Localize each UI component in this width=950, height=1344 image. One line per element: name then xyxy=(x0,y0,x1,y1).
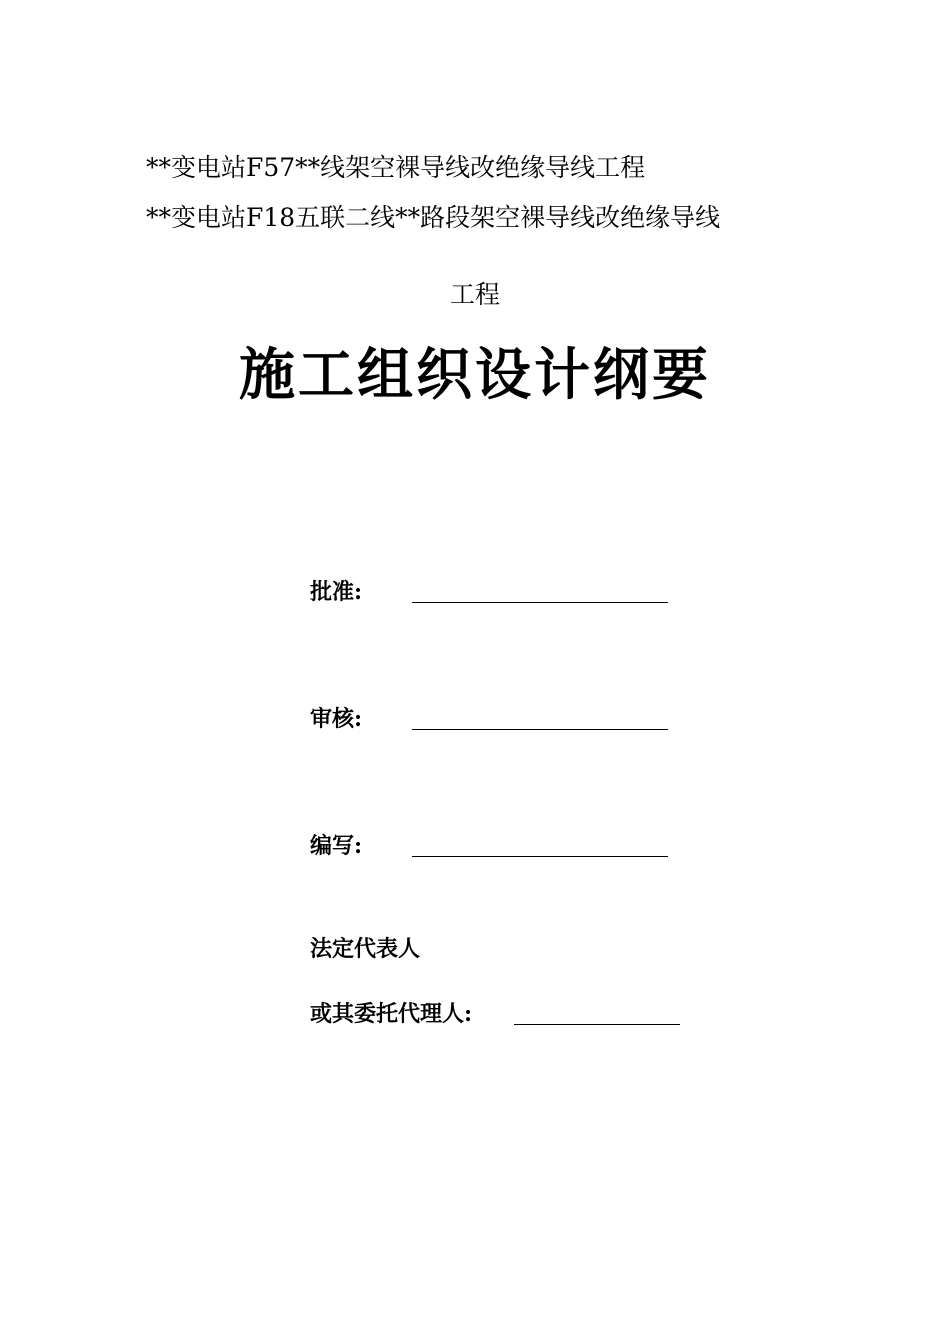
review-label: 审核: xyxy=(310,706,363,732)
project-name-line-3: 工程 xyxy=(449,280,500,309)
review-signature-line xyxy=(412,729,668,730)
writer-signature-line xyxy=(412,856,668,857)
approve-signature-line xyxy=(412,602,668,603)
project-name-line-2: **变电站F18五联二线**路段架空裸导线改绝缘导线 xyxy=(146,203,721,232)
writer-label: 编写: xyxy=(310,833,363,859)
approve-label: 批准: xyxy=(310,579,363,605)
project-name-line-1: **变电站F57**线架空裸导线改绝缘导线工程 xyxy=(146,153,646,182)
document-title: 施工组织设计纲要 xyxy=(239,342,711,408)
legal-representative-signature-line xyxy=(514,1024,680,1025)
authorized-agent-label: 或其委托代理人: xyxy=(310,1001,473,1027)
legal-representative-label: 法定代表人 xyxy=(310,936,421,962)
